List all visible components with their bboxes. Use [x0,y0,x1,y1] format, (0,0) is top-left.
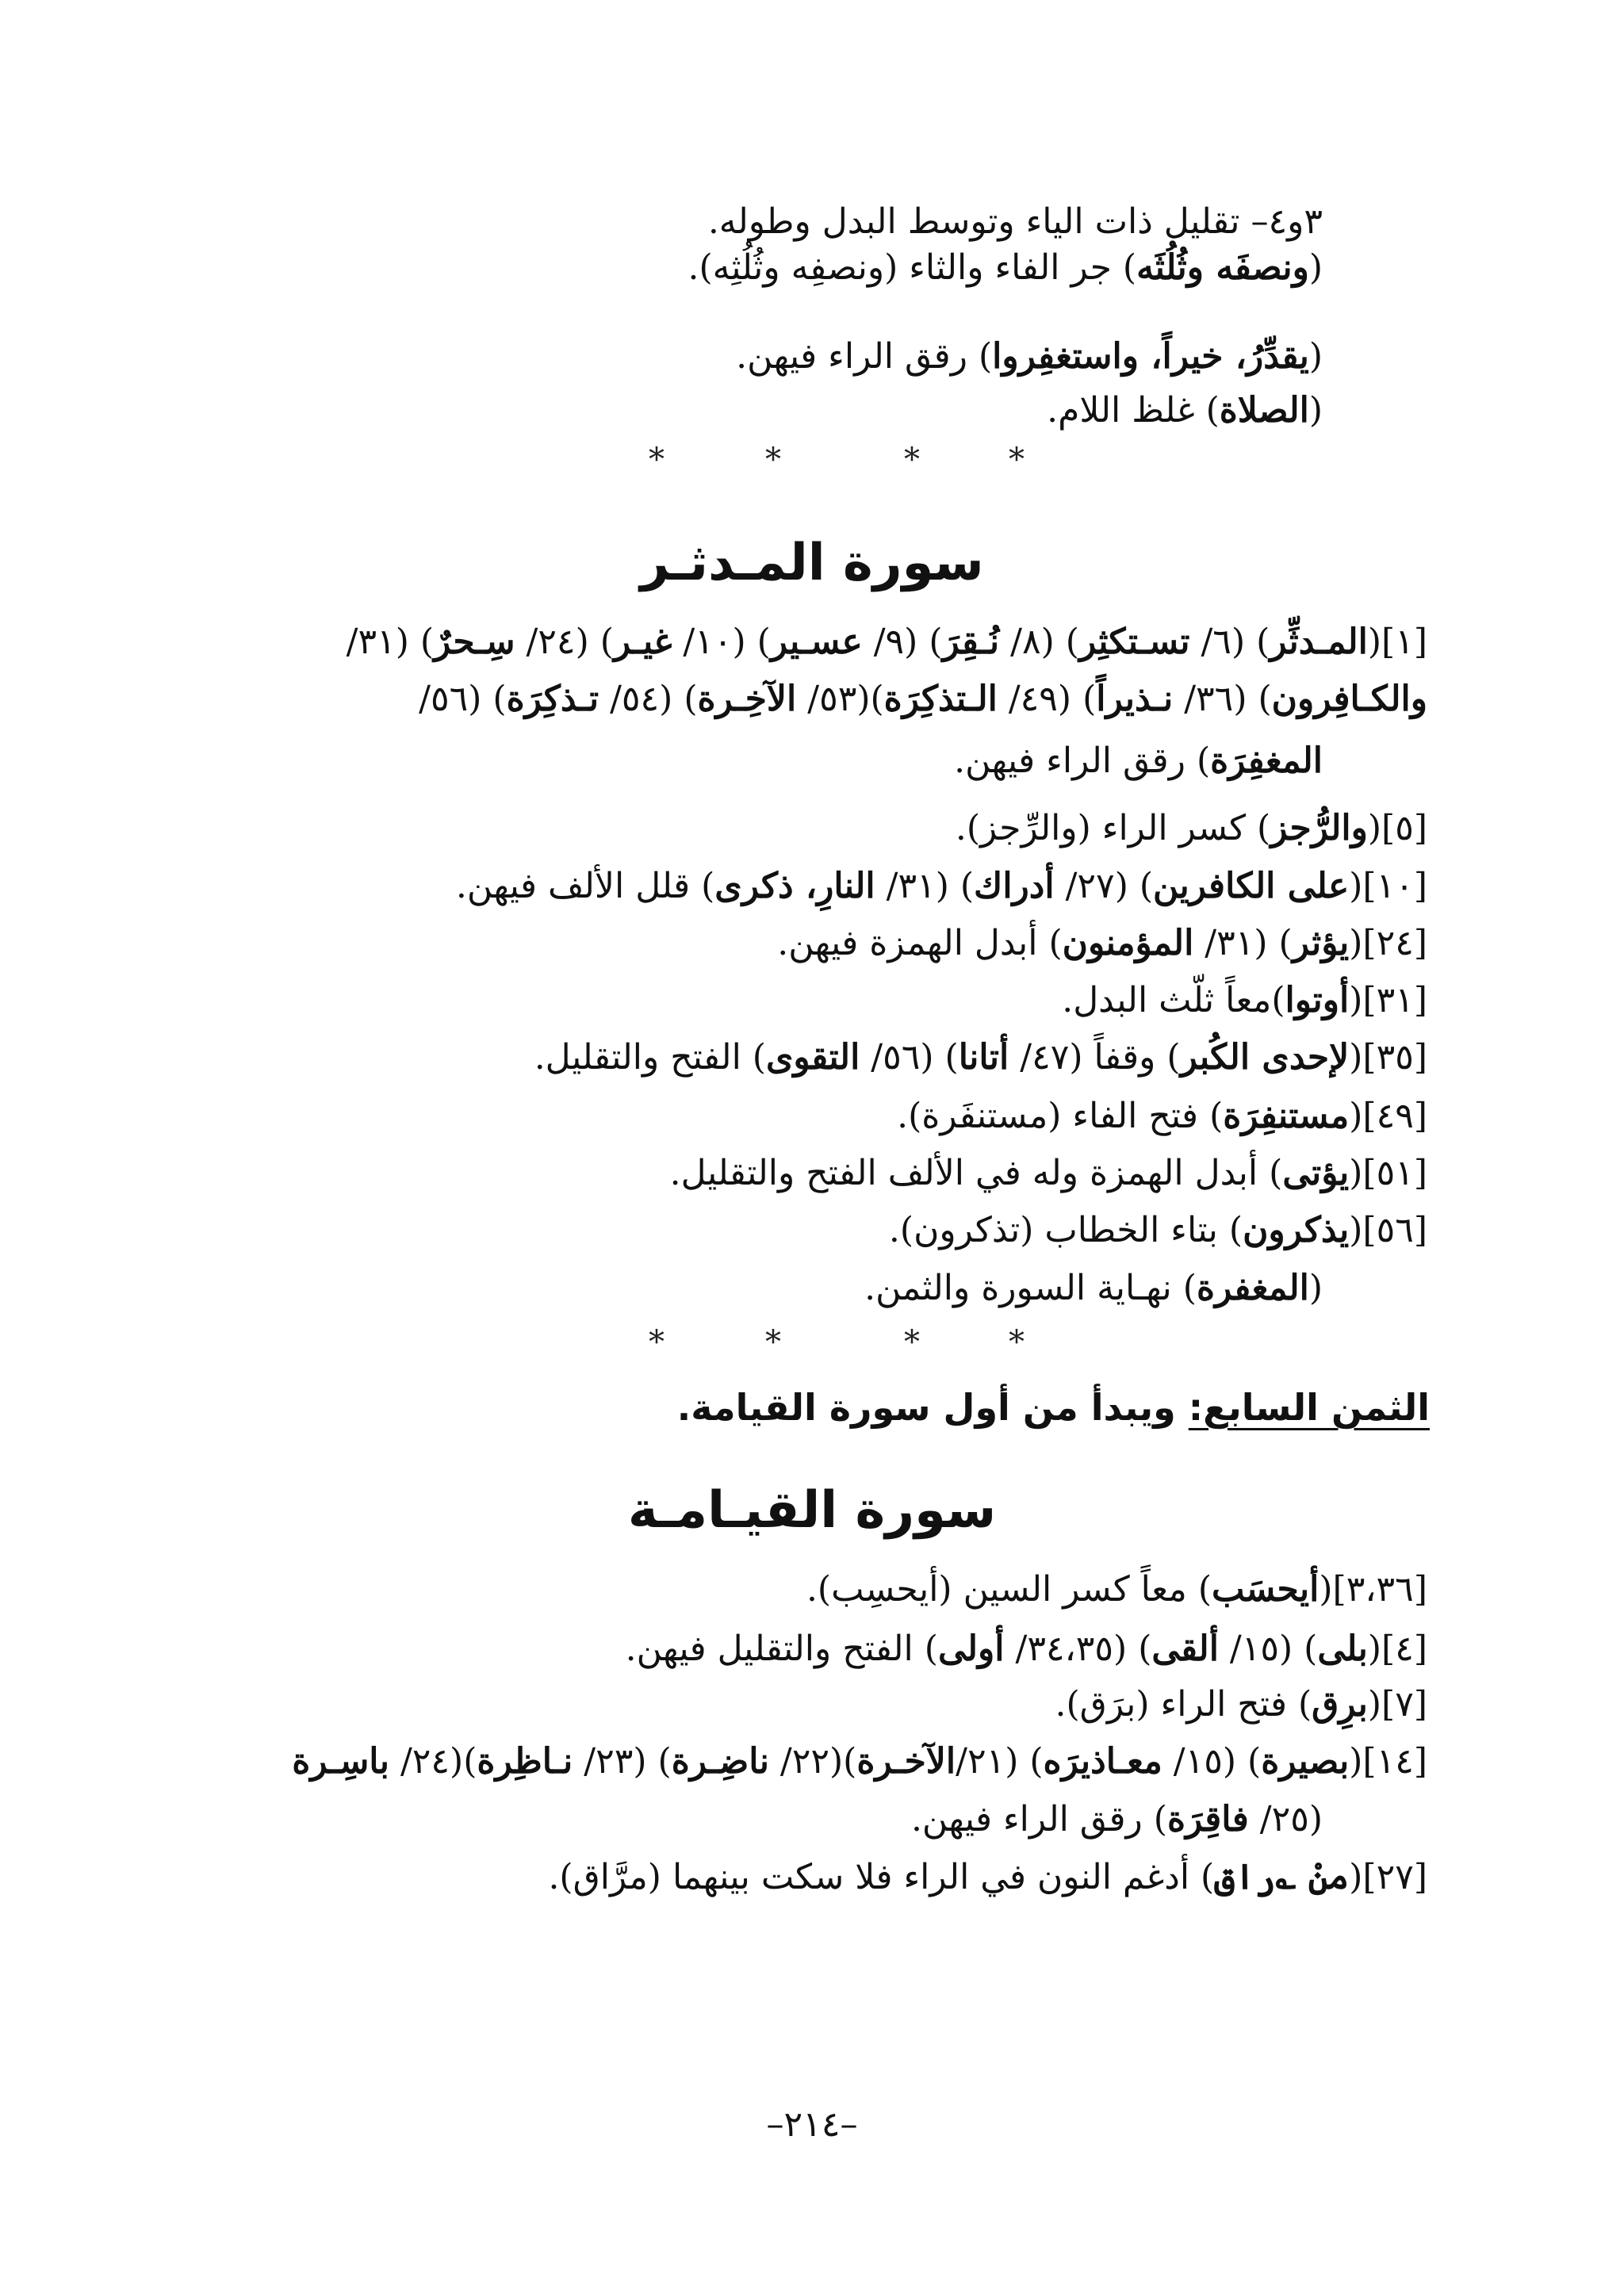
quranic-word: التقوى [765,1037,860,1078]
note-line [419,676,1427,723]
note-text: [١٠]( [1349,866,1427,906]
quranic-word: غيـر [613,622,672,662]
note-line [1055,1681,1427,1728]
note-text: ) رقق الراء فيهن. [736,336,993,377]
note-line [889,1207,1427,1254]
quranic-word: سِـحرٌ [434,622,515,662]
note-text: ) (٣١/ [346,622,435,662]
quranic-word: يقدِّرُ، خيراً، واستغفِروا [992,336,1309,377]
note-text: ) (١٠/ [672,622,771,662]
separator-star: * [1009,442,1025,478]
note-text: [٧]( [1367,1684,1427,1725]
note-text: [٤٩]( [1349,1096,1427,1136]
note-text: [٣،٣٦]( [1319,1569,1427,1610]
eighth-heading-text: ويبدأ من أول سورة القيامة. [676,1386,1189,1429]
note-text: [٥١]( [1349,1153,1427,1193]
note-text: ٣و٤– تقليل ذات الياء وتوسط البدل وطوله. [707,201,1323,242]
note-text: )(٥٣/ [796,679,884,719]
note-text: ) (٢٤/ [515,622,614,662]
quranic-word: تسـتكثِر [1078,622,1190,662]
separator-stars [0,440,1624,480]
quranic-word: أدراك [974,866,1055,906]
quranic-word: ناضِـرة [671,1741,769,1782]
surah-title-qiyamah: سورة القيـامـة [627,1481,997,1540]
note-text: [١٤]( [1349,1741,1427,1782]
note-line [777,920,1427,967]
note-line [954,737,1323,785]
quranic-word: أولى [937,1629,1005,1669]
note-text: (٢٥/ [1248,1799,1323,1839]
quranic-word: أيحسَب [1212,1569,1320,1610]
note-text: ) وقفاً (٤٧/ [1009,1037,1181,1078]
separator-star: * [649,442,665,478]
separator-star: * [1009,1324,1025,1361]
quranic-word: مستنفِرَة [1223,1096,1350,1136]
quranic-word: نُـقِرَ [942,622,1000,662]
eighth-heading [677,1380,1430,1435]
note-text: ) أبدل الهمزة فيهن. [777,923,1063,963]
note-text: ) رقق الراء فيهن. [954,741,1211,781]
quranic-word: فاقِرَة [1166,1799,1249,1839]
note-text: ) (٣٦/ [1173,679,1272,719]
note-line [911,1796,1323,1843]
note-line [534,1034,1427,1081]
note-text: ) قلل الألف فيهن. [455,866,715,906]
note-text: ) غلظ اللام. [1047,390,1220,431]
separator-stars [0,1323,1624,1362]
separator-star: * [765,1324,781,1361]
note-text: [٢٧]( [1349,1857,1427,1897]
note-text: ) (٣١/ [1193,923,1293,963]
quranic-word: والرُّجز [1270,808,1368,848]
note-text: [٥٦]( [1349,1210,1427,1250]
quranic-word: بصيرة [1261,1741,1350,1782]
quranic-word: النارِ، ذكرى [714,866,875,906]
quranic-word: والكـافِرون [1271,679,1427,719]
quranic-word: نـذيراً [1096,679,1174,719]
note-line [292,1738,1427,1786]
note-text: ) (١٥/ [1162,1741,1262,1782]
quranic-word: ونصفَه وثُلُثَه [1136,247,1309,288]
note-text: ) (٥٦/ [860,1037,959,1078]
quranic-word: الصلاة [1219,390,1309,431]
note-text: ) (٤٩/ [997,679,1097,719]
note-text: ) (٩/ [862,622,943,662]
note-text: ) (١٥/ [1218,1629,1318,1669]
separator-star: * [649,1324,665,1361]
note-text: [٢٤]( [1349,923,1427,963]
note-text: ) (٥٤/ [599,679,698,719]
note-text: ) (٣١/ [875,866,975,906]
note-text: [٣١]( [1349,980,1427,1020]
note-text: ) معاً كسر السين (أيحسِب). [806,1569,1212,1610]
separator-star: * [904,1324,920,1361]
note-line [626,1625,1427,1673]
note-line [956,805,1427,852]
note-text: ) أدغم النون في الراء فلا سكت بينهما (مرَّاق). [548,1857,1215,1897]
note-line [736,333,1323,381]
quranic-word: على الكافرين [1153,866,1350,906]
note-text: ) فتح الراء (برَق). [1055,1684,1312,1725]
note-line [708,198,1323,246]
note-text: )معاً ثلّث البدل. [1062,980,1285,1020]
note-line [806,1566,1427,1614]
note-line [548,1854,1427,1901]
quranic-word: يؤثر [1292,923,1350,963]
surah-title-muddaththir: سورة المـدثـر [640,534,984,592]
quranic-word: نـاظِرة [477,1741,573,1782]
note-text: [٥]( [1367,808,1427,848]
quranic-word: باسِـرة [292,1741,389,1782]
quranic-word: معـاذيرَه [1043,1741,1162,1782]
note-text: [١]( [1367,622,1427,662]
note-text: [٤]( [1367,1629,1427,1669]
note-text: )(٢٢/ [768,1741,857,1782]
separator-star: * [904,442,920,478]
quranic-word: المغفِرَة [1210,741,1323,781]
note-text: ) (٨/ [999,622,1079,662]
note-line [670,1150,1427,1197]
eighth-heading-label: الثمن السابع: [1188,1386,1430,1429]
quranic-word: الآخـرة [856,1741,956,1782]
note-text: ) (٣٤،٣٥/ [1004,1629,1152,1669]
note-text: ) (٥٦/ [419,679,507,719]
note-line [456,863,1427,910]
note-text: [٣٥]( [1349,1037,1427,1078]
quranic-word: المغفرة [1196,1268,1309,1308]
quranic-word: لإحدى الكُبر [1180,1037,1350,1078]
quranic-word: بلى [1317,1629,1368,1669]
note-text: ) الفتح والتقليل. [534,1037,766,1078]
note-text: ) رقق الراء فيهن. [910,1799,1167,1839]
page-number: –٢١٤– [766,2104,858,2145]
note-text: ( [1308,390,1323,431]
note-text: ) (٢٣/ [573,1741,672,1782]
quranic-word: الآخِـرة [697,679,797,719]
quranic-word: المـدثِّر [1270,622,1368,662]
quranic-word: تـذكِرَة [506,679,599,719]
note-text: ) أبدل الهمزة وله في الألف الفتح والتقليل. [669,1153,1283,1193]
note-text: ) (٦/ [1189,622,1270,662]
quranic-word: أتانا [958,1037,1009,1078]
note-text: ) فتح الفاء (مستنفَرة). [897,1096,1224,1136]
quranic-word: منْ ؎راق [1214,1857,1350,1897]
quranic-word: برِق [1312,1684,1368,1725]
quranic-word: المؤمنون [1062,923,1194,963]
note-text: ) نهـاية السورة والثمن. [864,1268,1197,1308]
quranic-word: الـتذكِرَة [883,679,998,719]
note-line [688,244,1323,292]
note-text: ) الفتح والتقليل فيهن. [625,1629,938,1669]
note-line [864,1265,1323,1312]
quranic-word: أوتوا [1285,980,1350,1020]
note-text: ) كسر الراء (والرِّجز). [955,808,1271,848]
note-text: ( [1308,336,1323,377]
separator-star: * [765,442,781,478]
note-text: ) بتاء الخطاب (تذكرون). [888,1210,1243,1250]
note-text: )(٢٤/ [389,1741,477,1782]
note-text: ( [1308,247,1323,288]
note-text: ( [1308,1268,1323,1308]
quranic-word: عسـير [770,622,863,662]
note-line [1062,977,1427,1024]
note-text: ) جر الفاء والثاء (ونصفِه وثُلُثِه). [688,247,1137,288]
quranic-word: يؤتى [1282,1153,1350,1193]
note-text: ) (٢٧/ [1054,866,1154,906]
note-line [1047,387,1323,434]
note-text: ) (٢١/ [956,1741,1044,1782]
quranic-word: يذكرون [1243,1210,1350,1250]
quranic-word: ألقى [1151,1629,1219,1669]
note-line [347,618,1427,666]
note-line [897,1093,1427,1140]
